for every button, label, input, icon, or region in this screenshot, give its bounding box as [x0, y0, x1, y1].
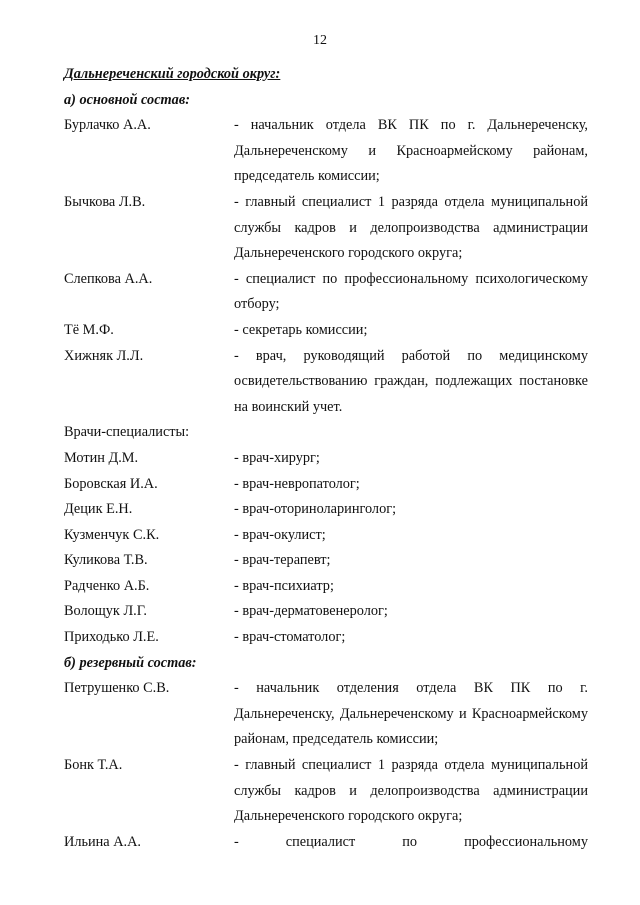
- doctor-row: [64, 625, 588, 651]
- main-composition-heading: а) основной состав:: [64, 91, 190, 108]
- member-row: [64, 318, 588, 344]
- member-name: Бурлачко А.А.: [64, 117, 151, 134]
- member-role: - главный специалист 1 разряда отдела муниципальной службы кадров и делопроизводства администрации Дальнереченского городского округа;: [234, 193, 588, 262]
- member-role: - главный специалист 1 разряда отдела муниципальной службы кадров и делопроизводства администрации Дальнереченского городского округа;: [234, 757, 588, 825]
- doctor-role: - врач-невропатолог;: [234, 475, 360, 492]
- doctor-name: Мотин Д.М.: [64, 449, 139, 466]
- document-body: [64, 62, 588, 855]
- doctor-name: Радченко А.Б.: [64, 577, 150, 594]
- doctor-role: - врач-хирург;: [234, 449, 320, 466]
- doctor-name: Приходько Л.Е.: [64, 629, 159, 646]
- page-number: 12: [313, 33, 327, 48]
- member-role: - специалист по профессиональному психологическому отбору;: [234, 270, 588, 313]
- doctor-row: [64, 599, 588, 625]
- doctor-row: [64, 523, 588, 549]
- member-role: - секретарь комиссии;: [234, 321, 368, 338]
- doctor-name: Волощук Л.Г.: [64, 603, 147, 620]
- member-name: Тё М.Ф.: [64, 321, 114, 338]
- reserve-member-row: [64, 753, 588, 830]
- doctor-row: [64, 497, 588, 523]
- doctor-name: Децик Е.Н.: [64, 501, 133, 518]
- district-heading: Дальнереченский городской округ:: [64, 66, 281, 82]
- reserve-composition-heading: б) резервный состав:: [64, 654, 197, 671]
- doctor-row: [64, 446, 588, 472]
- member-name: Ильина А.А.: [64, 833, 141, 850]
- doctor-role: - врач-терапевт;: [234, 552, 331, 569]
- member-role: - специалист по профессиональному: [234, 833, 588, 850]
- member-row: [64, 344, 588, 421]
- member-name: Петрушенко С.В.: [64, 680, 170, 697]
- doctor-role: - врач-психиатр;: [234, 577, 334, 594]
- reserve-member-row: [64, 830, 588, 856]
- doctor-role: - врач-окулист;: [234, 526, 326, 543]
- member-name: Бонк Т.А.: [64, 757, 123, 774]
- doctor-role: - врач-стоматолог;: [234, 629, 346, 646]
- doctor-row: [64, 548, 588, 574]
- member-name: Хижняк Л.Л.: [64, 347, 144, 364]
- member-role: - начальник отдела ВК ПК по г. Дальнереченску, Дальнереченскому и Красноармейскому районам, председатель комиссии;: [234, 117, 588, 185]
- doctor-role: - врач-дерматовенеролог;: [234, 603, 388, 620]
- member-role: - начальник отделения отдела ВК ПК по г. Дальнереченску, Дальнереченскому и Красноармейскому районам, председатель комиссии;: [234, 680, 588, 748]
- member-role: - врач, руководящий работой по медицинскому освидетельствованию граждан, подлежащих постановке на воинский учет.: [234, 347, 588, 415]
- member-name: Бычкова Л.В.: [64, 193, 146, 210]
- doctors-label: Врачи-специалисты:: [64, 424, 190, 441]
- member-row: [64, 267, 588, 318]
- member-name: Слепкова А.А.: [64, 270, 153, 287]
- member-row: [64, 113, 588, 190]
- doctor-row: [64, 472, 588, 498]
- doctor-role: - врач-оториноларинголог;: [234, 501, 397, 518]
- member-row: [64, 190, 588, 267]
- doctor-row: [64, 574, 588, 600]
- reserve-member-row: [64, 676, 588, 753]
- doctor-name: Кузменчук С.К.: [64, 526, 160, 543]
- doctor-name: Куликова Т.В.: [64, 552, 148, 569]
- doctor-name: Боровская И.А.: [64, 475, 158, 492]
